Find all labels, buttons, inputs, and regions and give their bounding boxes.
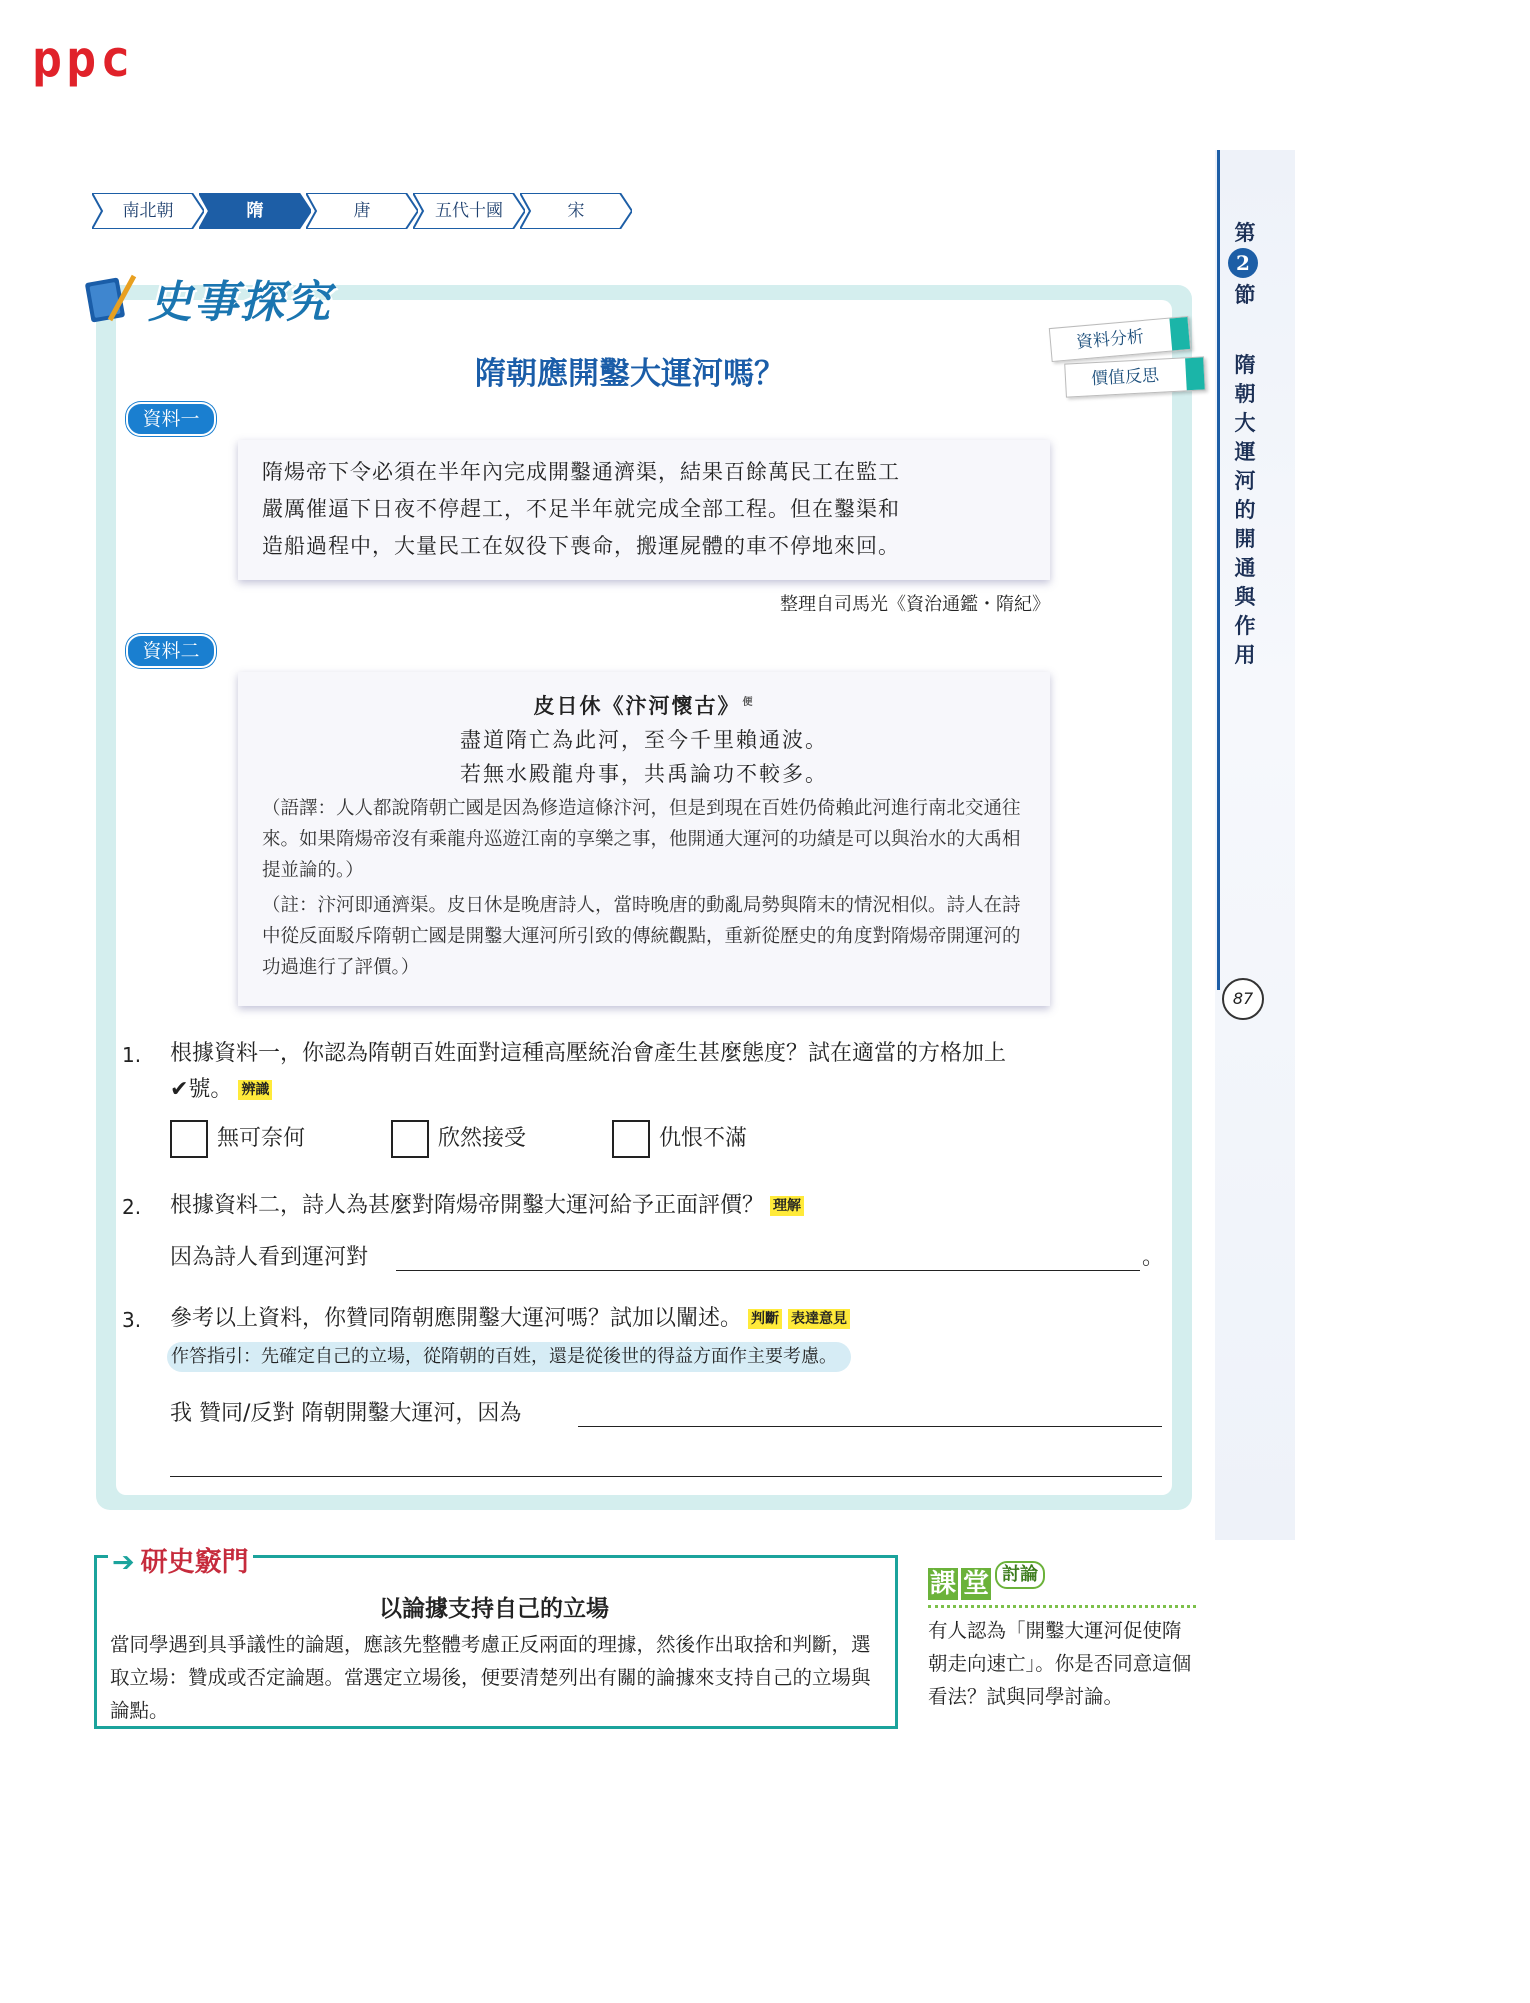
- question-1-line2: [170, 1072, 1170, 1108]
- section-title-vertical: 隋朝大運河的開通與作用: [1234, 352, 1256, 667]
- notebook-pen-icon: [80, 270, 140, 326]
- question-2-answer-line[interactable]: [396, 1270, 1140, 1271]
- option-label-3: 仇恨不滿: [659, 1126, 748, 1151]
- discussion-speech-bubble: 討論: [995, 1561, 1045, 1589]
- era-item-1: 南北朝: [122, 201, 174, 221]
- question-1-line2-text: ✔號。: [170, 1077, 233, 1102]
- skill-tag-identify: 辨識: [238, 1080, 272, 1100]
- question-2-text: [170, 1188, 1170, 1224]
- classroom-discussion-label: [928, 1568, 994, 1600]
- source-1-line: 造船過程中，大量民工在奴役下喪命，搬運屍體的車不停地來回。: [262, 534, 900, 558]
- classroom-divider: [928, 1605, 1196, 1608]
- poem-translation: （語譯：人人都說隋朝亡國是因為修造這條汴河，但是到現在百姓仍倚賴此河進行南北交通往來。如果隋煬帝沒有乘龍舟巡遊江南的享樂之事，他開通大運河的功績是可以與治水的大禹相提並論的。）: [262, 798, 1021, 881]
- research-tip-body: 當同學遇到具爭議性的論題，應該先整體考慮正反兩面的理據，然後作出取捨和判斷，選取立場：贊成或否定論題。當選定立場後，便要清楚列出有關的論據來支持自己的立場與論點。: [110, 1633, 871, 1722]
- era-item-4: 五代十國: [435, 201, 503, 221]
- source-2-badge: 資料二: [126, 634, 216, 668]
- poem-title: [262, 686, 1026, 723]
- question-3-answer-prefix: 我 贊同/反對 隋朝開鑿大運河，因為: [170, 1401, 522, 1426]
- option-label-1: 無可奈何: [217, 1126, 306, 1151]
- page-number: 87: [1222, 978, 1264, 1020]
- chapter-suffix: 節: [1234, 282, 1256, 307]
- classroom-label-char: 課: [929, 1569, 956, 1599]
- classroom-label-char: 堂: [962, 1569, 989, 1599]
- question-3-number: 3.: [122, 1308, 142, 1332]
- section-number-badge: 2: [1228, 248, 1258, 278]
- question-3-answer-line-1[interactable]: [578, 1426, 1162, 1427]
- chapter-prefix: 第: [1234, 220, 1256, 245]
- question-2-number: 2.: [122, 1195, 142, 1219]
- poem-ruby: 便: [742, 697, 755, 708]
- option-checkbox-3[interactable]: [612, 1120, 650, 1158]
- skill-tag-understand: 理解: [770, 1196, 804, 1216]
- question-1-text: [170, 1036, 1170, 1108]
- tag-stripe: [1169, 317, 1190, 350]
- side-strip-line: [1217, 150, 1220, 990]
- source-1-line: 隋煬帝下令必須在半年內完成開鑿通濟渠，結果百餘萬民工在監工: [262, 460, 900, 484]
- source-1-box: [238, 440, 1050, 580]
- inquiry-title: 隋朝應開鑿大運河嗎？: [475, 356, 785, 392]
- source-1-line: 嚴厲催逼下日夜不停趕工，不足半年就完成全部工程。但在鑿渠和: [262, 497, 900, 521]
- poem-title-text: 皮日休《汴河懷古》: [533, 693, 741, 718]
- skill-tag-label: 資料分析: [1075, 326, 1145, 353]
- arrow-right-icon: ➔: [112, 1547, 135, 1578]
- question-3-text: [170, 1301, 1170, 1337]
- skill-tag-label: 價值反思: [1090, 365, 1160, 390]
- section-banner-title: 史事探究: [148, 277, 332, 328]
- source-1-citation: 整理自司馬光《資治通鑑・隋紀》: [780, 594, 1050, 615]
- research-tip-heading: 以論據支持自己的立場: [379, 1596, 609, 1622]
- era-item-3: 唐: [353, 201, 371, 221]
- question-2-text-body: 根據資料二，詩人為甚麼對隋煬帝開鑿大運河給予正面評價？: [170, 1193, 765, 1218]
- answer-hint: 作答指引：先確定自己的立場，從隋朝的百姓，還是從後世的得益方面作主要考慮。: [167, 1342, 851, 1372]
- question-3-answer-line-2[interactable]: [170, 1476, 1162, 1477]
- research-tip-label-text: 研史竅門: [140, 1547, 249, 1578]
- source-1-badge: 資料一: [126, 402, 216, 436]
- question-3-text-body: 參考以上資料，你贊同隋朝應開鑿大運河嗎？試加以闡述。: [170, 1306, 743, 1331]
- question-1-line1: 根據資料一，你認為隋朝百姓面對這種高壓統治會產生甚麼態度？試在適當的方格加上: [170, 1041, 1007, 1066]
- tag-stripe: [1185, 357, 1205, 390]
- question-1-number: 1.: [122, 1043, 142, 1067]
- era-item-current: 隋: [246, 201, 264, 221]
- skill-tag-express: 表達意見: [788, 1309, 850, 1329]
- source-2-box: [238, 672, 1050, 1006]
- research-tip-label: [108, 1540, 253, 1579]
- poem-note: （註：汴河即通濟渠。皮日休是晚唐詩人，當時晚唐的動亂局勢與隋末的情況相似。詩人在詩中從反面駁斥隋朝亡國是開鑿大運河所引致的傳統觀點，重新從歷史的角度對隋煬帝開運河的功過進行了評價。）: [262, 895, 1021, 978]
- poem-line: 盡道隋亡為此河，至今千里賴通波。: [460, 728, 828, 752]
- poem-line: 若無水殿龍舟事，共禹論功不較多。: [460, 762, 828, 786]
- question-2-answer-suffix: 。: [1142, 1245, 1165, 1270]
- era-item-5: 宋: [567, 201, 585, 221]
- option-checkbox-1[interactable]: [170, 1120, 208, 1158]
- option-label-2: 欣然接受: [438, 1126, 527, 1151]
- source-1-text: [238, 440, 1050, 579]
- classroom-discussion-body: 有人認為「開鑿大運河促使隋朝走向速亡」。你是否同意這個看法？試與同學討論。: [928, 1619, 1192, 1708]
- skill-tag-judge: 判斷: [748, 1309, 782, 1329]
- option-checkbox-2[interactable]: [391, 1120, 429, 1158]
- publisher-logo: ppc: [32, 30, 135, 88]
- source-2-content: [238, 672, 1050, 983]
- question-2-answer-prefix: 因為詩人看到運河對: [170, 1245, 369, 1270]
